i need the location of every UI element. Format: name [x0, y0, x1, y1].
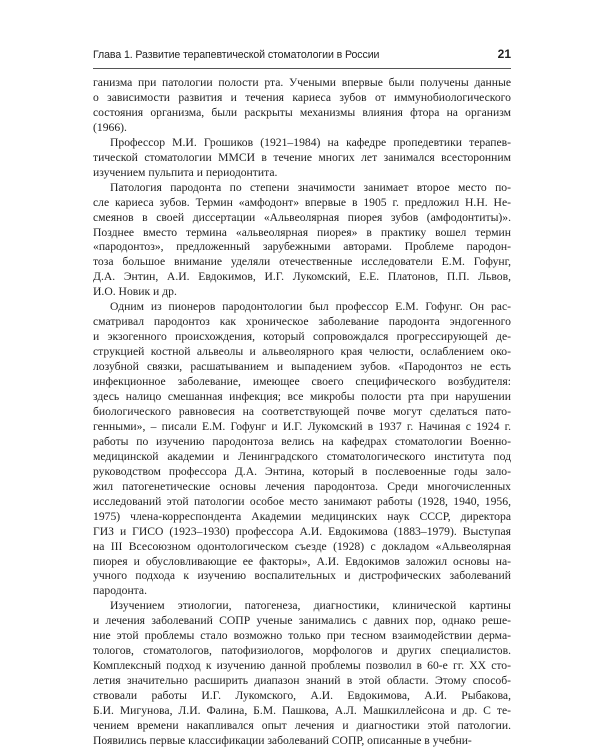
body-text: [93, 76, 511, 749]
text-line: жил патогенетические основы лечения пародонтоза. Среди многочисленных: [93, 479, 511, 493]
text-line: Комплексный подход к изучению данной проблемы позволил в 60-е гг. ХХ сто-: [93, 659, 511, 673]
text-line: генными», – писали Е.М. Гофунг и И.Г. Лукомский в 1937 г. Начиная с 1924 г.: [93, 419, 511, 433]
text-line: Одним из пионеров пародонтологии был профессор Е.М. Гофунг. Он рас-: [110, 300, 511, 314]
text-line: исследований этой патологии особое место занимают работы (1928, 1940, 1956,: [93, 494, 511, 508]
running-head: [93, 42, 511, 69]
text-line: и лечения заболеваний СОПР ученые занимались с давних пор, однако реше-: [93, 614, 511, 628]
text-line: биологического равновесия на соответствующей почве могут сделаться пато-: [93, 404, 511, 418]
text-line: (1966).: [93, 120, 127, 134]
text-line: медицинской академии и Ленинградского стоматологического института под: [93, 449, 511, 463]
text-line: «пародонтоз», предложенный зарубежными авторами. Проблеме пародон-: [93, 240, 511, 254]
paragraph: [93, 599, 511, 749]
paragraph: [93, 76, 511, 136]
chapter-title: Глава 1. Развитие терапевтической стоматологии в России: [93, 49, 380, 61]
text-line: изучением пульпита и периодонтита.: [93, 165, 278, 179]
text-line: здесь налицо смешанная инфекция; все микробы полости рта при нарушении: [93, 390, 511, 404]
page-number: 21: [497, 47, 511, 61]
text-line: Появились первые классификации заболеваний СОПР, описанные в учебни-: [93, 733, 472, 747]
text-line: чением времени накапливался опыт лечения и диагностики этой патологии.: [93, 718, 511, 732]
text-line: пиорея и обусловливающие ее факторы», А.И. Евдокимов заложил основы на-: [93, 554, 511, 568]
text-line: И.О. Новик и др.: [93, 285, 177, 299]
text-line: ствовали работы И.Г. Лукомского, А.И. Евдокимова, А.И. Рыбакова,: [93, 689, 511, 703]
text-line: на III Всесоюзном одонтологическом съезде (1928) с докладом «Альвеолярная: [93, 539, 511, 553]
text-line: Патология пародонта по степени значимости занимает второе место по-: [110, 180, 511, 194]
text-line: пародонта.: [93, 584, 147, 598]
text-line: ние этой проблемы стало возможно только при тесном взаимодействии дерма-: [93, 629, 511, 643]
text-line: струкцией костной альвеолы и альвеолярного края челюсти, ослаблением око-: [93, 345, 511, 359]
text-line: Б.И. Мигунова, Л.И. Фалина, Б.М. Пашкова, А.Л. Машкиллейсона и др. С те-: [93, 704, 511, 718]
text-line: руководством профессора Д.А. Энтина, который в послевоенные годы зало-: [93, 464, 511, 478]
paragraph: [93, 136, 511, 181]
text-line: сматривал пародонтоз как хроническое заболевание пародонта эндогенного: [93, 315, 511, 329]
text-line: и экзогенного происхождения, который сопровождался прогрессирующей де-: [93, 330, 511, 344]
text-line: ГИЗ и ГИСО (1923–1930) профессора А.И. Евдокимова (1883–1979). Выступая: [93, 524, 511, 538]
text-line: летия значительно расширить диапазон знаний в этой области. Этому способ-: [93, 674, 511, 688]
text-line: учного подхода к изучению воспалительных и дистрофических заболеваний: [93, 569, 511, 583]
text-line: состояния организма, были раскрыты механизмы влияния фтора на организм: [93, 105, 511, 119]
text-line: 1975) члена-корреспондента Академии медицинских наук СССР, директора: [93, 509, 511, 523]
text-line: тической стоматологии ММСИ в течение многих лет занимался всесторонним: [93, 150, 511, 164]
text-line: Позднее вместо термина «альвеолярная пиорея» в практику вошел термин: [93, 225, 511, 239]
text-line: ганизма при патологии полости рта. Учеными впервые были получены данные: [93, 76, 511, 89]
text-line: лозубной связки, расшатыванием и выпадением зубов. «Пародонтоз не есть: [93, 360, 511, 374]
text-line: Д.А. Энтин, А.И. Евдокимов, И.Г. Лукомский, Е.Е. Платонов, П.П. Львов,: [93, 270, 511, 284]
paragraph: [93, 300, 511, 599]
text-line: Изучением этиологии, патогенеза, диагностики, клинической картины: [110, 599, 511, 613]
text-line: тоза большое внимание уделяли отечественные исследователи Е.М. Гофунг,: [93, 255, 511, 269]
text-line: о зависимости развития и течения кариеса зубов от иммунобиологического: [93, 90, 511, 104]
text-line: Профессор М.И. Грошиков (1921–1984) на кафедре пропедевтики терапев-: [110, 135, 511, 149]
text-line: тологов, стоматологов, патофизиологов, морфологов и других специалистов.: [93, 644, 511, 658]
text-line: смеянов в своей диссертации «Альвеолярная пиорея зубов (амфодонтиты)».: [93, 210, 511, 224]
text-line: сле кариеса зубов. Термин «амфодонт» впервые в 1905 г. предложил Н.Н. Не-: [93, 195, 511, 209]
text-line: работы по изучению пародонтоза велись на кафедрах стоматологии Военно-: [93, 434, 511, 448]
text-line: инфекционное заболевание, имеющее своего специфического возбудителя:: [93, 375, 511, 389]
paragraph: [93, 181, 511, 301]
